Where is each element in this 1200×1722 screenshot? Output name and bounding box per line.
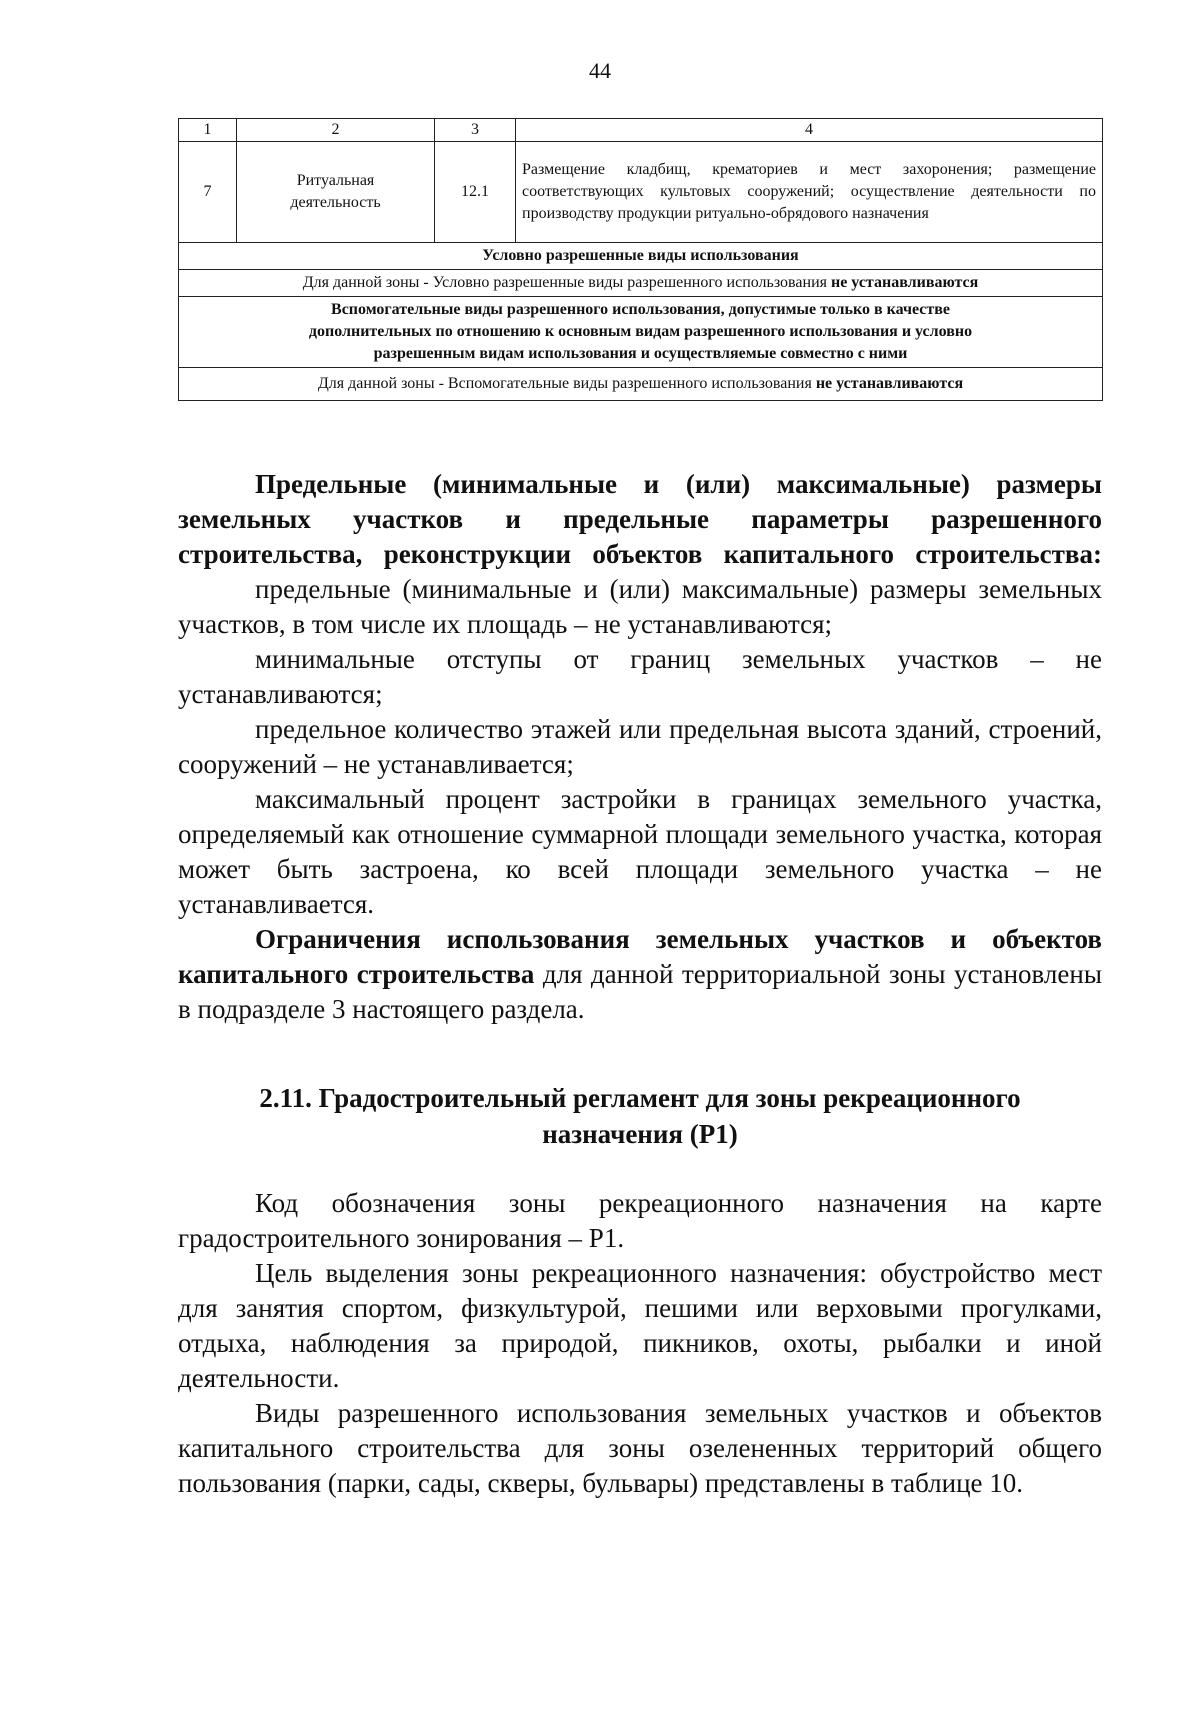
table-header-row [179,119,1103,142]
conditional-uses-note [179,270,1103,297]
conditional-note-bold: не устанавливаются [830,274,979,291]
zone-purpose-paragraph: Цель выделения зоны рекреационного назначения: обустройство мест для занятия спортом, физкультурой, пешими или верховыми прогулками, отдыха, наблюдения за природой, пикников, охоты, рыбалки и иной деятельности. [178,1258,1102,1393]
conditional-note-row [179,270,1103,297]
use-type-name [237,142,435,243]
table-header-cell: 3 [435,119,516,142]
auxiliary-title-line: Вспомогательные виды разрешенного использования, допустимые только в качестве [331,301,950,318]
parameters-block [178,467,1102,1027]
parameters-heading-line: земельных участков и предельные параметры разрешенного [178,504,1102,534]
table-header-cell: 1 [179,119,237,142]
parameter-item: максимальный процент застройки в границах земельного участка, определяемый как отношение суммарной площади земельного участка, которая может быть застроена, ко всей площади земельного участка – не устанавливается. [178,784,1102,919]
zone-code-paragraph: Код обозначения зоны рекреационного назначения на карте градостроительного зонирования – Р1. [178,1188,1102,1253]
parameter-item: минимальные отступы от границ земельных участков – не устанавливаются; [178,644,1102,709]
parameters-heading-line: строительства, реконструкции объектов капитального строительства: [178,539,1102,569]
restrictions-text: для данной территориальной зоны установлены в подразделе 3 настоящего раздела. [178,959,1102,1024]
auxiliary-uses-note [179,368,1103,401]
table-header-cell: 4 [516,119,1103,142]
section-heading-line: 2.11. Градостроительный регламент для зоны рекреационного [259,1083,1021,1113]
auxiliary-note-bold: не устанавливаются [815,375,964,392]
section-heading [178,1080,1102,1152]
parameters-heading-line: Предельные (минимальные и (или) максимальные) размеры [255,469,1102,499]
use-type-description: Размещение кладбищ, крематориев и мест захоронения; размещение соответствующих культовых сооружений; осуществление деятельности по производству продукции ритуально-обрядового назначения [516,142,1103,243]
use-type-code: 12.1 [435,142,516,243]
parameter-item: предельные (минимальные и (или) максимальные) размеры земельных участков, в том числе их площадь – не устанавливаются; [178,574,1102,639]
section-body [178,1186,1102,1501]
conditional-uses-title: Условно разрешенные виды использования [179,243,1103,270]
auxiliary-title-line: разрешенным видам использования и осуществляемые совместно с ними [373,345,908,362]
table-header-cell: 2 [237,119,435,142]
conditional-note-text: Для данной зоны - Условно разрешенные виды разрешенного использования [302,274,827,291]
restrictions-paragraph [178,922,1102,1027]
use-type-name-line: Ритуальная [296,172,375,189]
auxiliary-uses-title [179,297,1103,368]
zone-uses-paragraph: Виды разрешенного использования земельных участков и объектов капитального строительства для зоны озелененных территорий общего пользования (парки, сады, скверы, бульвары) представлены в таблице 10. [178,1398,1102,1498]
table-row [179,142,1103,243]
land-use-table [178,118,1103,401]
page-number: 44 [589,58,611,83]
auxiliary-title-row [179,297,1103,368]
conditional-title-row [179,243,1103,270]
use-type-name-line: деятельность [290,194,381,211]
row-number: 7 [179,142,237,243]
parameter-item: предельное количество этажей или предельная высота зданий, строений, сооружений – не устанавливается; [178,714,1102,779]
auxiliary-note-text: Для данной зоны - Вспомогательные виды разрешенного использования [317,375,812,392]
section-heading-line: назначения (Р1) [542,1119,738,1149]
restrictions-bold: Ограничения использования земельных участков и объектов капитального строительства [178,924,1102,989]
auxiliary-title-line: дополнительных по отношению к основным видам разрешенного использования и условно [308,323,973,340]
auxiliary-note-row [179,368,1103,401]
